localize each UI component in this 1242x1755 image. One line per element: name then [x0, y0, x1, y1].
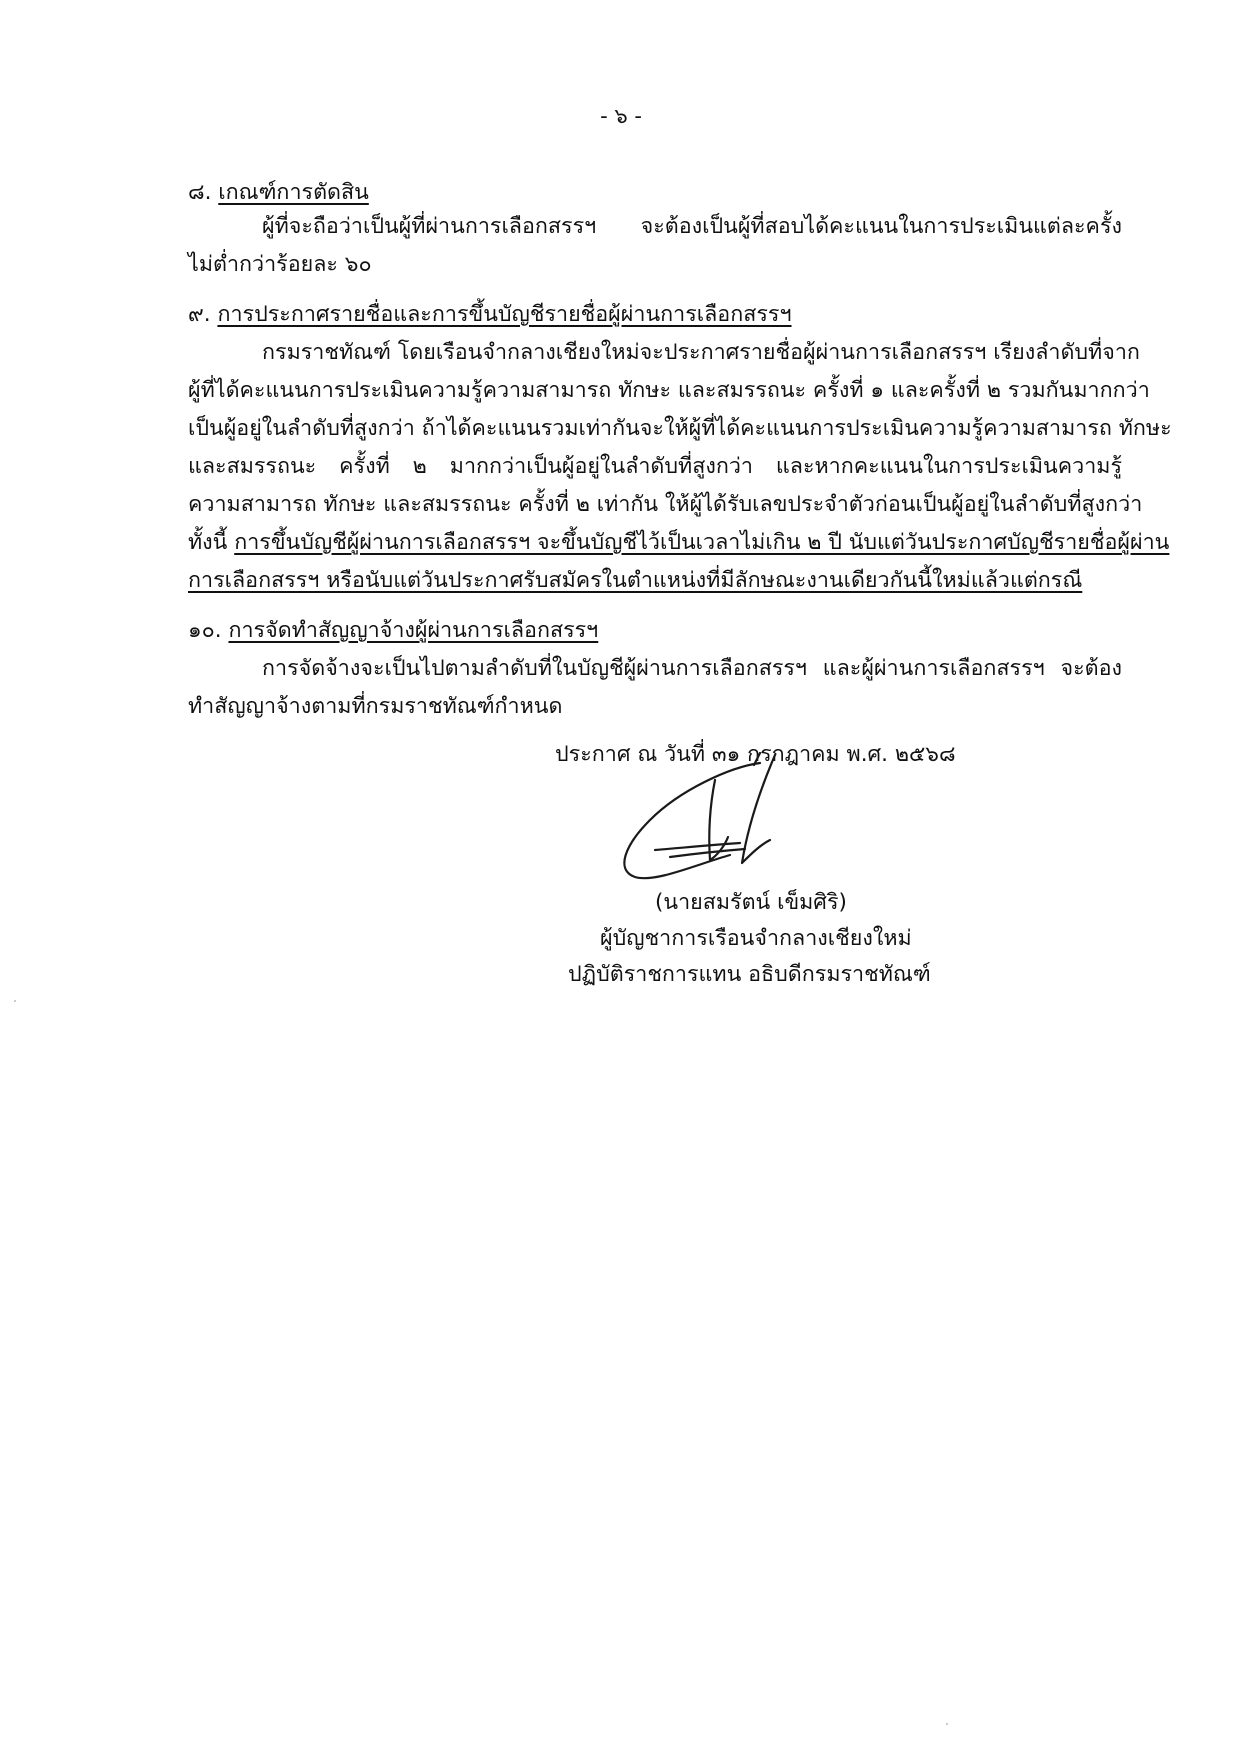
page-number: - ๖ -: [600, 104, 642, 128]
section-9-line-4: และสมรรถนะ ครั้งที่ ๒ มากกว่าเป็นผู้อยู่ในลำดับที่สูงกว่า และหากคะแนนในการประเมินความรู้: [188, 454, 1122, 479]
signatory-title-1: ผู้บัญชาการเรือนจำกลางเชียงใหม่: [600, 926, 912, 951]
scan-speck: [946, 1723, 948, 1725]
section-9-heading: [188, 300, 792, 330]
section-9-title: การประกาศรายชื่อและการขึ้นบัญชีรายชื่อผู้ผ่านการเลือกสรรฯ: [217, 302, 792, 327]
section-10-heading: [188, 616, 598, 646]
section-9-line-6-underlined: การขึ้นบัญชีผู้ผ่านการเลือกสรรฯ จะขึ้นบัญชีไว้เป็นเวลาไม่เกิน ๒ ปี นับแต่วันประกาศบัญชีรายชื่อผู้ผ่าน: [234, 530, 1170, 555]
section-10-line-2: ทำสัญญาจ้างตามที่กรมราชทัณฑ์กำหนด: [188, 694, 563, 719]
section-8-heading: [188, 178, 369, 208]
section-10-title: การจัดทำสัญญาจ้างผู้ผ่านการเลือกสรรฯ: [228, 618, 599, 643]
section-9-line-6-prefix: ทั้งนี้: [188, 530, 228, 555]
section-9-line-7: การเลือกสรรฯ หรือนับแต่วันประกาศรับสมัครในตำแหน่งที่มีลักษณะงานเดียวกันนี้ใหม่แล้วแต่กรณี: [188, 568, 1083, 593]
section-9-number: ๙.: [188, 302, 211, 327]
announcement-date: ประกาศ ณ วันที่ ๓๑ กรกฎาคม พ.ศ. ๒๕๖๘: [555, 742, 956, 767]
section-10-line-1: การจัดจ้างจะเป็นไปตามลำดับที่ในบัญชีผู้ผ่านการเลือกสรรฯ และผู้ผ่านการเลือกสรรฯ จะต้อง: [262, 656, 1122, 681]
section-8-title: เกณฑ์การตัดสิน: [218, 180, 369, 205]
signatory-title-2: ปฏิบัติราชการแทน อธิบดีกรมราชทัณฑ์: [568, 962, 931, 987]
section-9-line-3: เป็นผู้อยู่ในลำดับที่สูงกว่า ถ้าได้คะแนนรวมเท่ากันจะให้ผู้ที่ได้คะแนนการประเมินความรู้ความสามารถ ทักษะ: [188, 416, 1172, 441]
section-9-line-6: [188, 528, 1170, 558]
signatory-name: (นายสมรัตน์ เข็มศิริ): [655, 890, 847, 915]
section-9-line-5: ความสามารถ ทักษะ และสมรรถนะ ครั้งที่ ๒ เท่ากัน ให้ผู้ได้รับเลขประจำตัวก่อนเป็นผู้อยู่ในลำดับที่สูงกว่า: [188, 492, 1143, 517]
scan-speck: [14, 1000, 16, 1002]
section-8-number: ๘.: [188, 180, 212, 205]
section-8-line-1: ผู้ที่จะถือว่าเป็นผู้ที่ผ่านการเลือกสรรฯ จะต้องเป็นผู้ที่สอบได้คะแนนในการประเมินแต่ละครั้ง: [262, 214, 1122, 239]
signature-image: [610, 745, 850, 895]
section-8-line-2: ไม่ต่ำกว่าร้อยละ ๖๐: [188, 252, 372, 277]
section-9-line-2: ผู้ที่ได้คะแนนการประเมินความรู้ความสามารถ ทักษะ และสมรรถนะ ครั้งที่ ๑ และครั้งที่ ๒ รวมกันมากกว่า: [188, 378, 1150, 403]
section-10-number: ๑๐.: [188, 618, 222, 643]
section-9-line-1: กรมราชทัณฑ์ โดยเรือนจำกลางเชียงใหม่จะประกาศรายชื่อผู้ผ่านการเลือกสรรฯ เรียงลำดับที่จาก: [262, 340, 1140, 365]
